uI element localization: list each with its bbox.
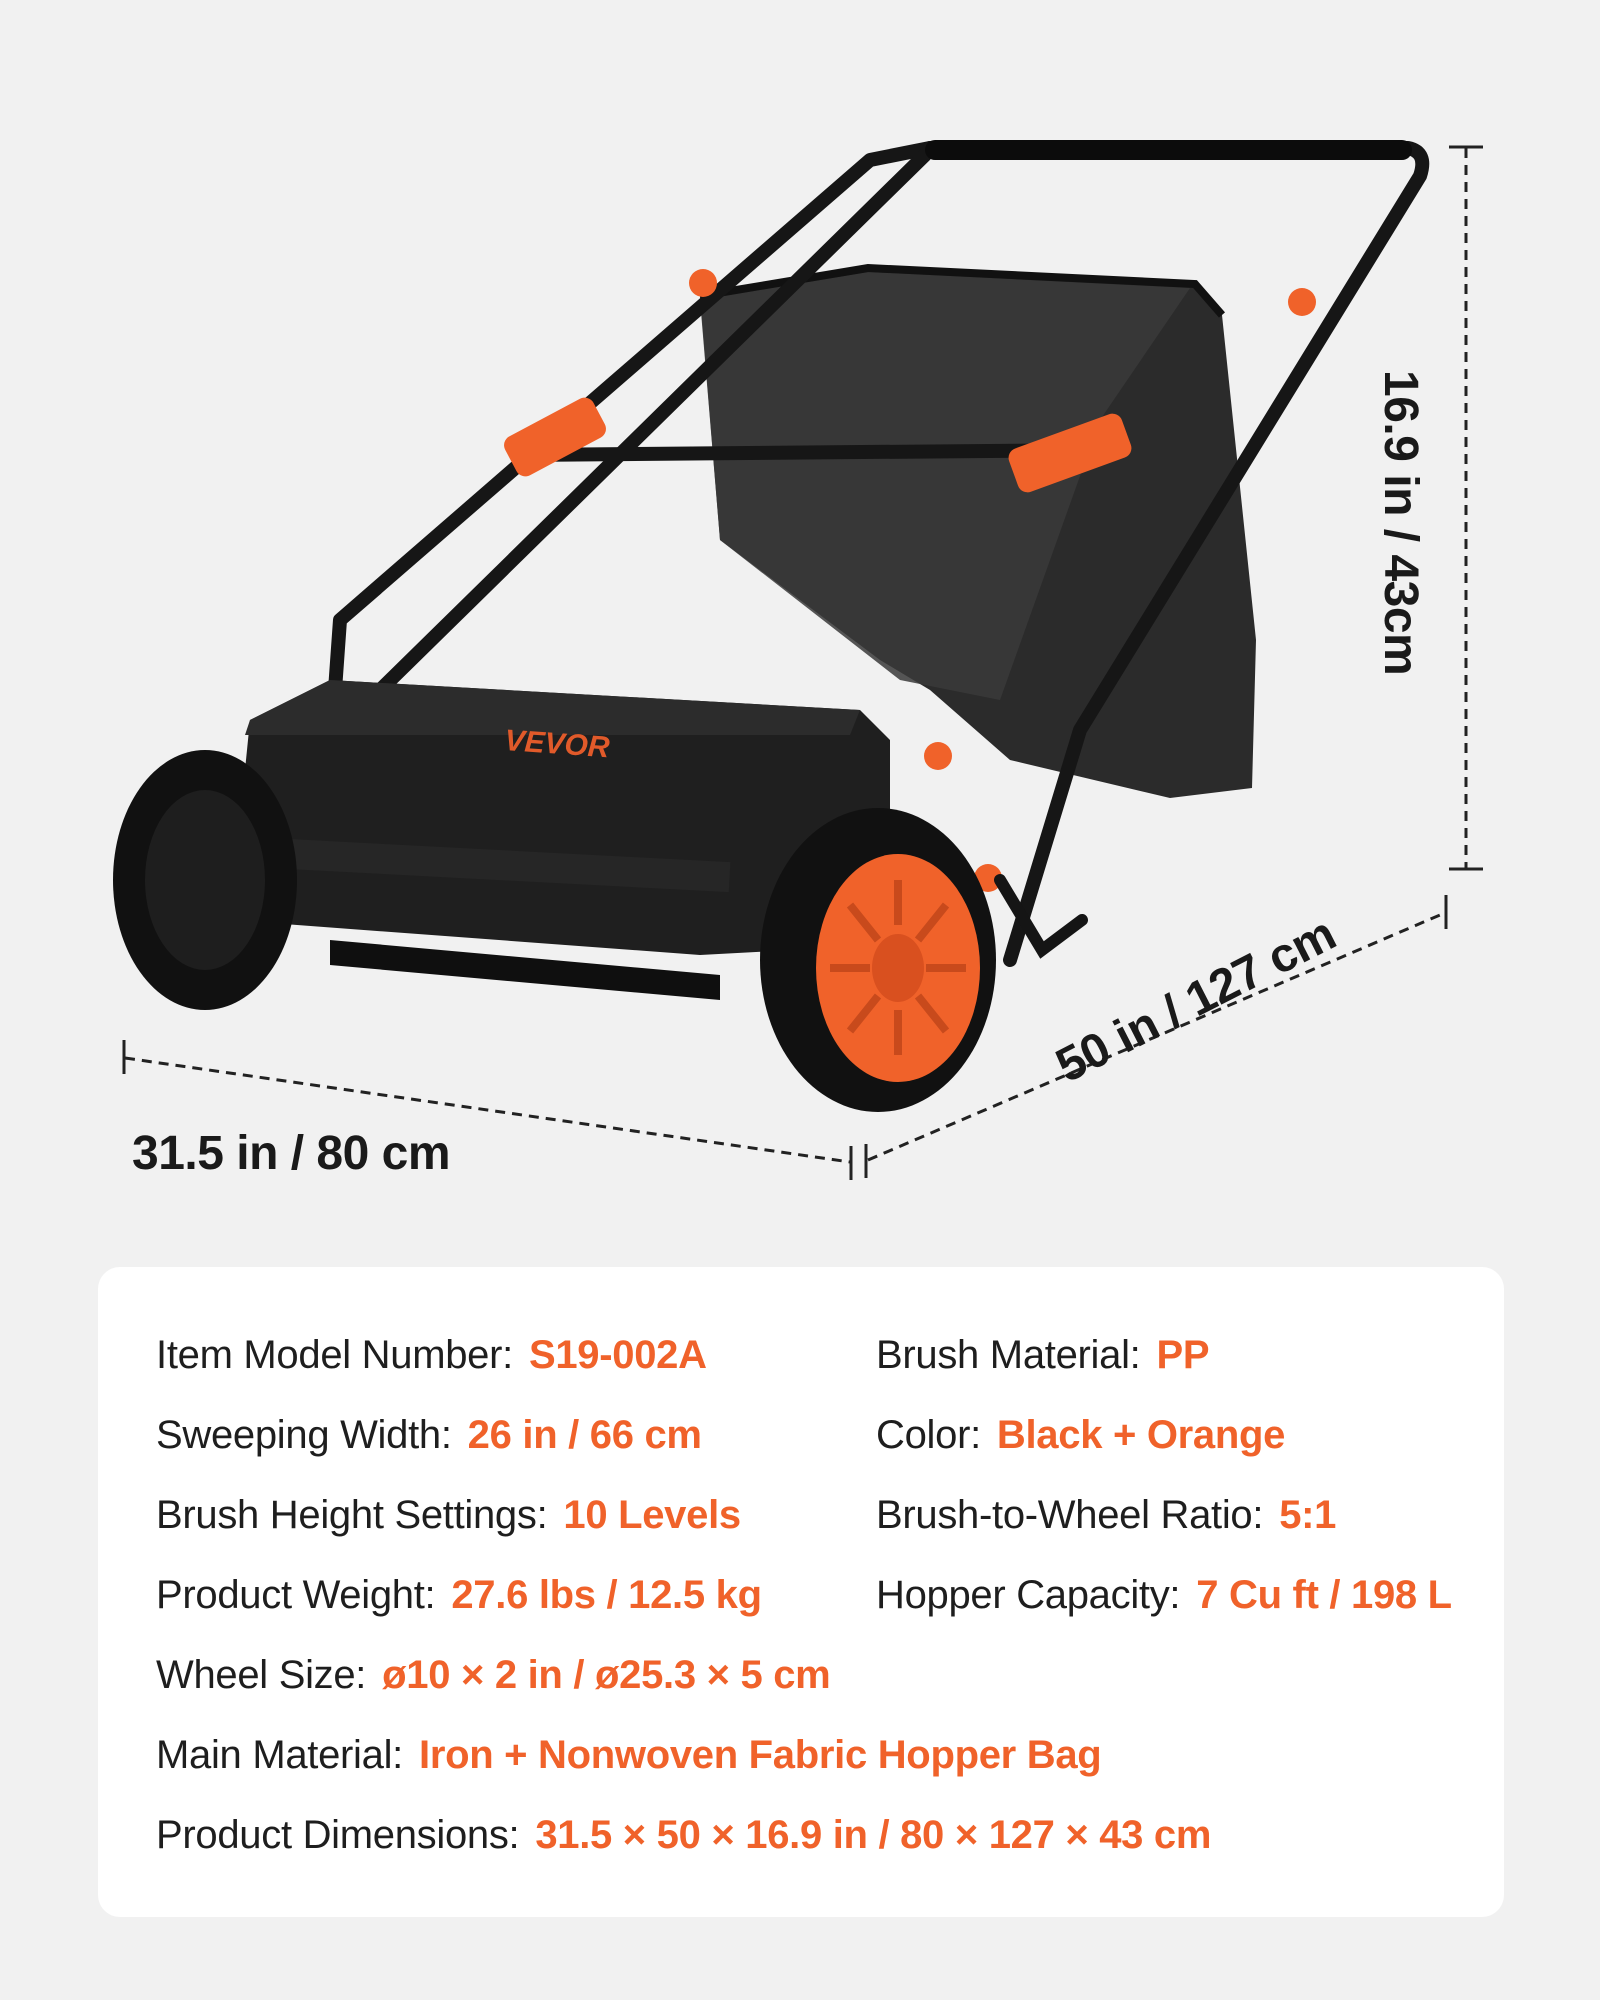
spec-label: Wheel Size: [156,1653,367,1697]
spec-brush-material [876,1333,1209,1378]
spec-value: 5:1 [1279,1493,1337,1537]
spec-label: Product Dimensions: [156,1813,520,1857]
spec-value: 31.5 × 50 × 16.9 in / 80 × 127 × 43 cm [535,1813,1212,1857]
spec-label: Brush Material: [876,1333,1141,1377]
spec-color [876,1413,1285,1458]
spec-value: S19-002A [528,1333,707,1377]
spec-main-material [156,1733,1101,1778]
spec-label: Product Weight: [156,1573,436,1617]
spec-label: Hopper Capacity: [876,1573,1181,1617]
spec-model-number [156,1333,707,1378]
brand-logo: VEVOR [503,724,611,765]
spec-value: ø10 × 2 in / ø25.3 × 5 cm [382,1653,831,1697]
spec-hopper-capacity [876,1573,1452,1618]
spec-label: Item Model Number: [156,1333,513,1377]
spec-label: Brush Height Settings: [156,1493,548,1537]
spec-sweeping-width [156,1413,702,1458]
spec-label: Color: [876,1413,981,1457]
spec-product-weight [156,1573,762,1618]
spec-product-dimensions [156,1813,1211,1858]
left-wheel [113,750,297,1010]
spec-label: Main Material: [156,1733,403,1777]
spec-wheel-size [156,1653,830,1698]
spec-value: 26 in / 66 cm [467,1413,702,1457]
spec-value: PP [1156,1333,1210,1377]
spec-brush-height [156,1493,741,1538]
depth-dimension-label: 50 in / 127 cm [1047,907,1344,1094]
spec-value: 10 Levels [563,1493,741,1537]
specifications-card [98,1267,1504,1917]
right-wheel [760,808,996,1112]
spec-value: Black + Orange [996,1413,1286,1457]
spec-label: Brush-to-Wheel Ratio: [876,1493,1264,1537]
spec-value: Iron + Nonwoven Fabric Hopper Bag [419,1733,1102,1777]
spec-value: 7 Cu ft / 198 L [1196,1573,1452,1617]
spec-label: Sweeping Width: [156,1413,452,1457]
height-dimension-label: 16.9 in / 43cm [1374,370,1427,676]
spec-value: 27.6 lbs / 12.5 kg [451,1573,762,1617]
spec-brush-wheel-ratio [876,1493,1336,1538]
width-dimension-label: 31.5 in / 80 cm [132,1127,451,1180]
